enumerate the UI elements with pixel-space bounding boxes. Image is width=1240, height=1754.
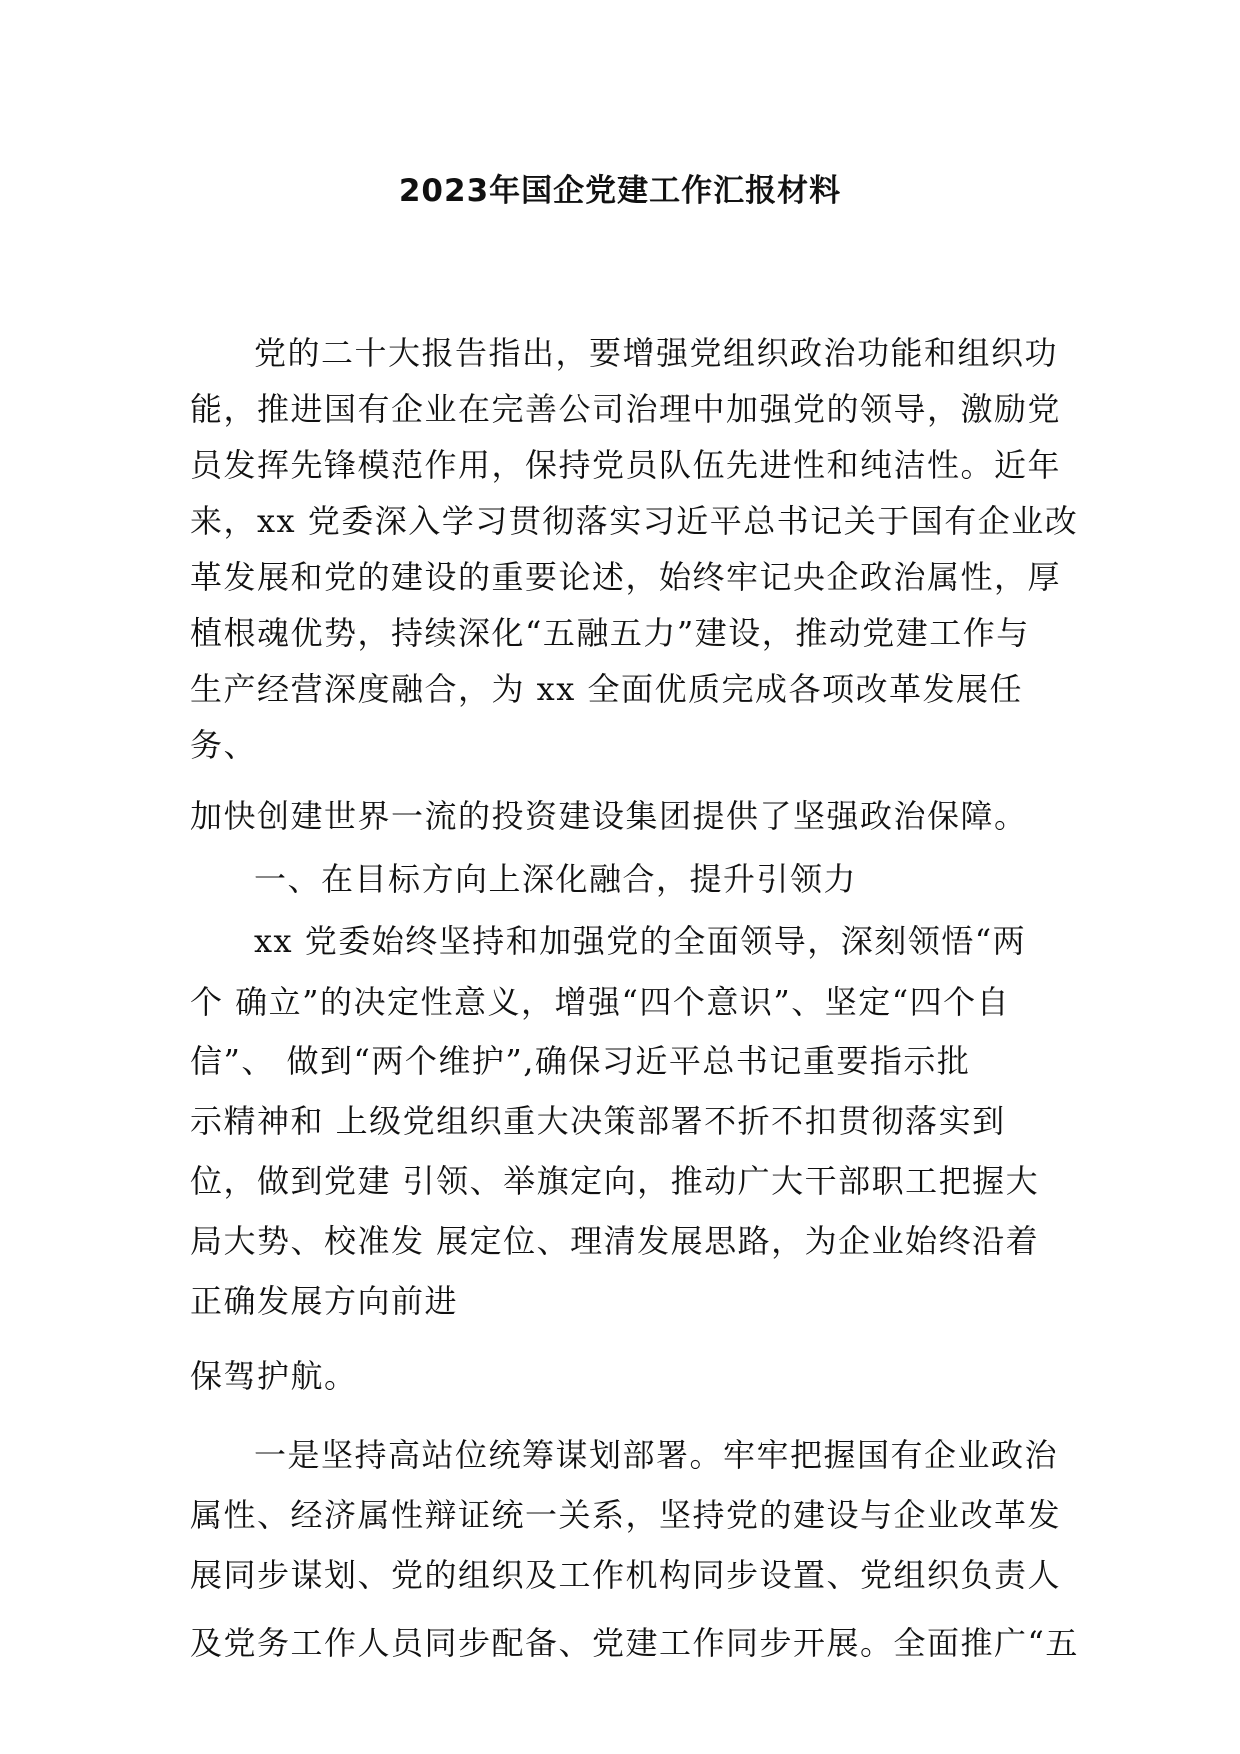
body-line: 一是坚持高站位统筹谋划部署。牢牢把握国有企业政治 bbox=[254, 1436, 1059, 1474]
body-line: 能，推进国有企业在完善公司治理中加强党的领导，激励党 bbox=[190, 390, 1062, 428]
body-line: 党的二十大报告指出，要增强党组织政治功能和组织功 bbox=[254, 334, 1059, 372]
body-line: 属性、经济属性辩证统一关系，坚持党的建设与企业改革发 bbox=[190, 1496, 1062, 1534]
body-line: 位，做到党建 引领、举旗定向，推动广大干部职工把握大 bbox=[190, 1162, 1040, 1200]
body-line: 来，xx 党委深入学习贯彻落实习近平总书记关于国有企业改 bbox=[190, 502, 1079, 540]
document-title: 2023年国企党建工作汇报材料 bbox=[398, 173, 842, 209]
body-line: 示精神和 上级党组织重大决策部署不折不扣贯彻落实到 bbox=[190, 1102, 1006, 1140]
body-line: 信”、 做到“两个维护”,确保习近平总书记重要指示批 bbox=[190, 1042, 971, 1080]
body-line: 务、 bbox=[190, 726, 258, 764]
body-line: 加快创建世界一流的投资建设集团提供了坚强政治保障。 bbox=[190, 797, 1028, 835]
body-line: 及党务工作人员同步配备、党建工作同步开展。全面推广“五 bbox=[190, 1624, 1079, 1662]
body-line: 正确发展方向前进 bbox=[190, 1282, 459, 1320]
body-line: 个 确立”的决定性意义，增强“四个意识”、坚定“四个自 bbox=[190, 983, 1011, 1021]
body-line: 展同步谋划、党的组织及工作机构同步设置、党组织负责人 bbox=[190, 1556, 1062, 1594]
body-line: 革发展和党的建设的重要论述，始终牢记央企政治属性，厚 bbox=[190, 558, 1062, 596]
body-line: 保驾护航。 bbox=[190, 1357, 358, 1395]
body-line: 员发挥先锋模范作用，保持党员队伍先进性和纯洁性。近年 bbox=[190, 446, 1062, 484]
section-heading: 一、在目标方向上深化融合，提升引领力 bbox=[254, 860, 858, 898]
body-line: 植根魂优势，持续深化“五融五力”建设，推动党建工作与 bbox=[190, 614, 1030, 652]
body-line: xx 党委始终坚持和加强党的全面领导，深刻领悟“两 bbox=[254, 922, 1027, 960]
body-line: 局大势、校准发 展定位、理清发展思路，为企业始终沿着 bbox=[190, 1222, 1040, 1260]
body-line: 生产经营深度融合，为 xx 全面优质完成各项改革发展任 bbox=[190, 670, 1023, 708]
